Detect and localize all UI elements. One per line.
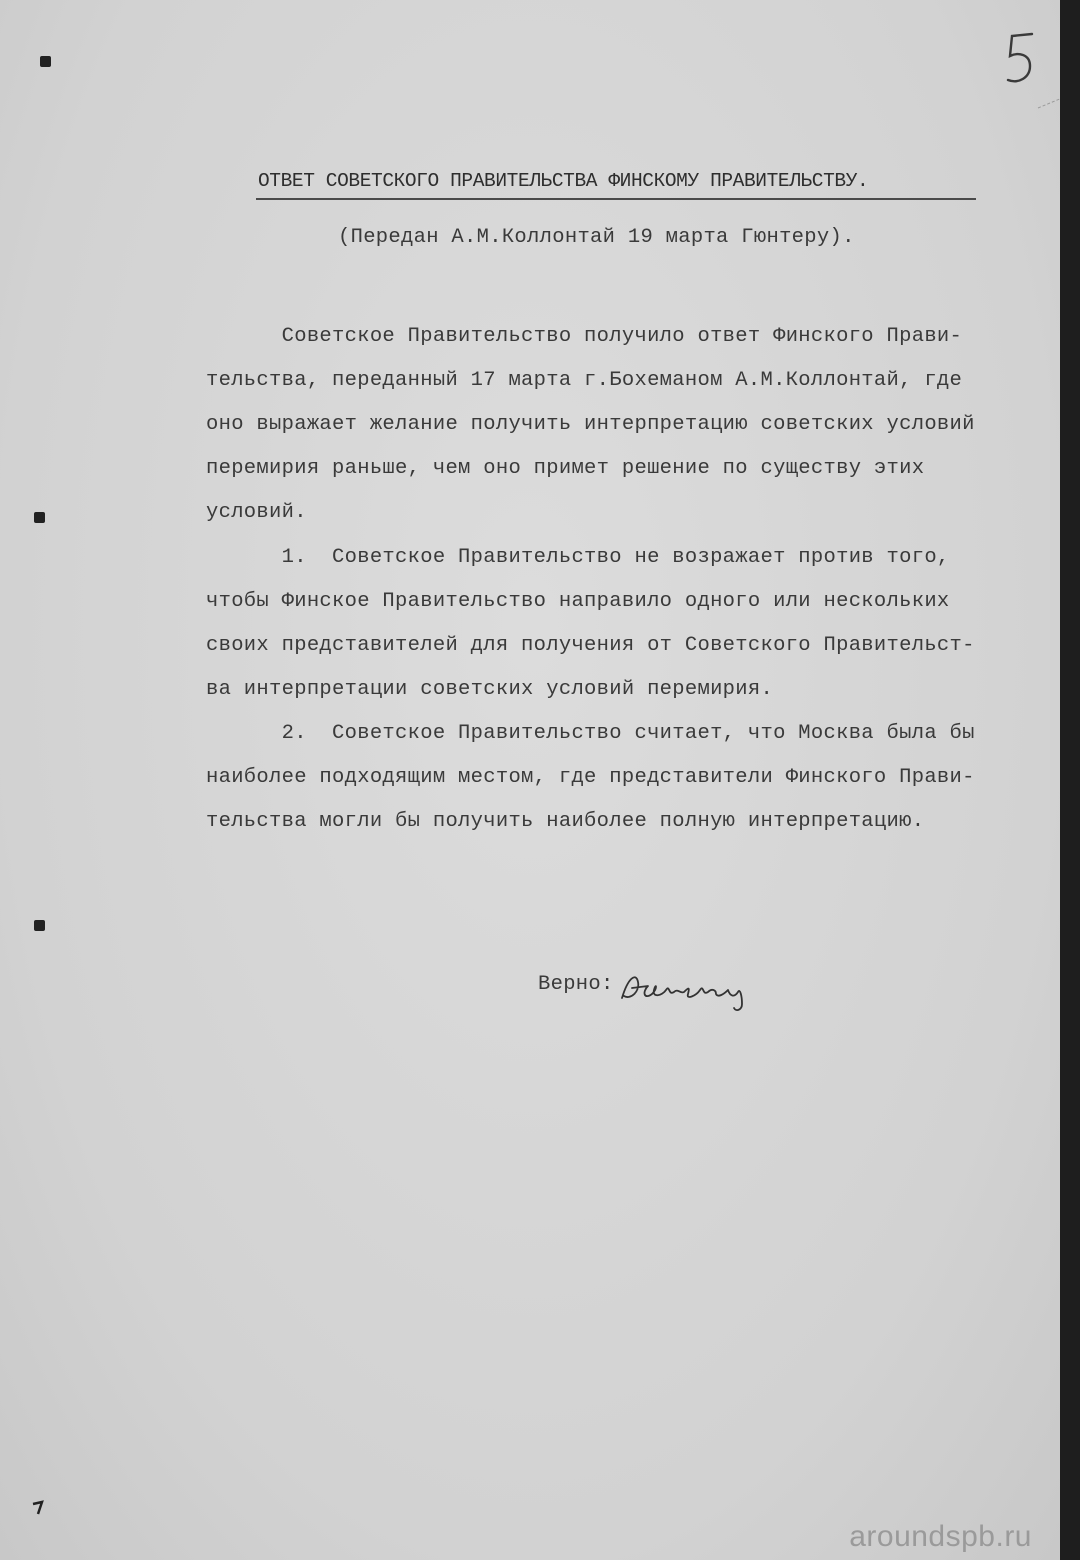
punch-hole-mark	[30, 1498, 48, 1518]
paragraph-line: перемирия раньше, чем оно примет решение по существу этих	[206, 457, 925, 480]
item-line: своих представителей для получения от Советского Правительст-	[206, 634, 975, 657]
paragraph-line: условий.	[206, 501, 307, 524]
document-title: ОТВЕТ СОВЕТСКОГО ПРАВИТЕЛЬСТВА ФИНСКОМУ ПРАВИТЕЛЬСТВУ.	[258, 170, 869, 192]
item-line: наиболее подходящим местом, где представители Финского Прави-	[206, 766, 975, 789]
title-underline	[256, 198, 976, 200]
handwritten-signature	[618, 968, 758, 1016]
page-number-handwritten	[1002, 30, 1042, 90]
watermark-text: aroundspb.ru	[849, 1520, 1032, 1553]
item-line: ва интерпретации советских условий перемирия.	[206, 678, 774, 701]
pencil-mark	[1036, 96, 1066, 110]
item-line: 2. Советское Правительство считает, что Москва была бы	[206, 722, 975, 745]
document-subtitle: (Передан А.М.Коллонтай 19 марта Гюнтеру).	[338, 226, 855, 249]
paragraph-line: оно выражает желание получить интерпретацию советских условий	[206, 413, 975, 436]
item-line: 1. Советское Правительство не возражает против того,	[206, 546, 950, 569]
item-line: чтобы Финское Правительство направило одного или нескольких	[206, 590, 950, 613]
signature-label: Верно:	[538, 973, 614, 996]
punch-hole-mark	[34, 920, 45, 931]
punch-hole-mark	[40, 56, 51, 67]
paragraph-line: Советское Правительство получило ответ Финского Прави-	[206, 325, 963, 348]
paragraph-line: тельства, переданный 17 марта г.Бохеманом А.М.Коллонтай, где	[206, 369, 963, 392]
item-line: тельства могли бы получить наиболее полную интерпретацию.	[206, 810, 925, 833]
punch-hole-mark	[34, 512, 45, 523]
